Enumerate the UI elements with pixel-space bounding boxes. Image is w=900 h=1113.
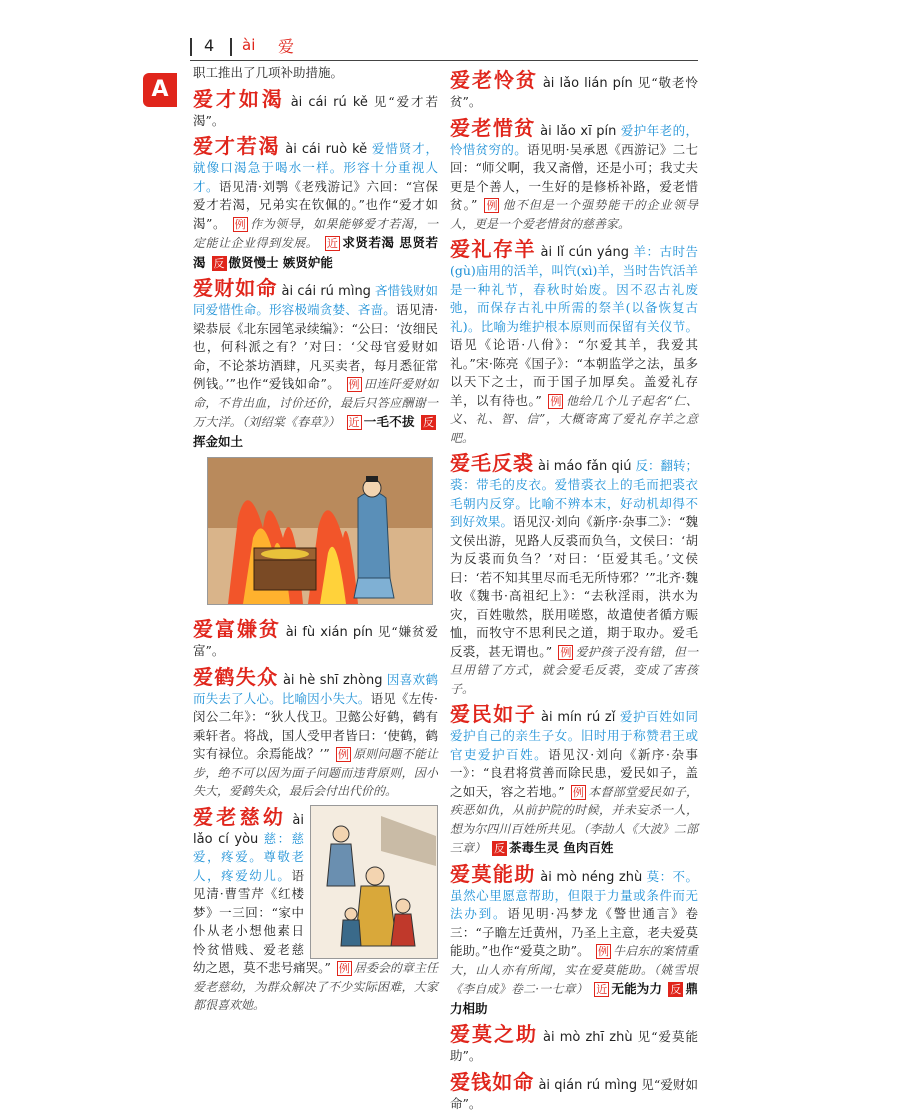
definition: 爱惜贤才，就像口渴急于喝水一样。形容十分重视人才。 [193,141,438,194]
headword: 爱钱如命 [450,1070,534,1094]
antonym-tag: 反 [421,415,436,430]
source: 语见《左传·闵公二年》：“狄人伐卫。卫懿公好鹤，鹤有乘轩者。将战，国人受甲者皆曰：‘使鹤，鹤实有禄位。余焉能战？’” [193,691,438,762]
definition: 爱护年老的，怜惜贫穷的。 [450,123,698,157]
antonyms: 茶毒生灵 鱼肉百姓 [509,840,613,855]
synonyms: 无能为力 [611,981,662,996]
entry-aicairuming [193,272,438,451]
headword: 爱鹤失众 [193,665,279,689]
elders-picture [311,806,437,958]
entry-aicairuke [193,83,438,131]
pinyin: ài hè shī zhòng [283,673,383,688]
entry-aiqianruming [450,1066,698,1113]
pinyin: ài fù xián pín [286,625,373,640]
definition: 因喜欢鹤而失去了人心。比喻因小失大。 [193,672,438,706]
left-column [193,64,438,1015]
example: 他给几个儿子起名“仁、义、礼、智、信”，大概寄寓了爱礼存羊之意吧。 [450,394,698,445]
headword: 爱老惜贫 [450,116,536,140]
pinyin: ài lǎo cí yòu [193,813,304,847]
definition: 爱护百姓如同爱护自己的亲生子女。旧时用于称赞君王或官吏爱护百姓。 [450,709,698,762]
intro-text: 职工推出了几项补助措施。 [193,64,438,83]
entry-ailaolianpin [450,64,698,112]
source: 语见明·冯梦龙《警世通言》卷三：“子瞻左迁黄州，乃圣上主意，老夫爱莫能助。”也作“爱莫之助”。 [450,906,698,958]
source: 语见汉·刘向《新序·杂事一》：“良君将赏善而除民患，爱民如子，盖之如天，容之若地。” [450,747,698,799]
definition: 吝惜钱财如同爱惜性命。形容极端贪婪、吝啬。 [193,283,438,317]
headword: 爱老慈幼 [193,805,286,829]
pinyin: ài lǐ cún yáng [541,245,629,260]
example-tag: 例 [558,645,573,660]
entry-aimozhizhu [450,1018,698,1066]
entry-aimonengzhu [450,858,698,1019]
source: 语见明·吴承恩《西游记》二七回：“师父啊，我又斋僧，还是小可；我丈夫更是个善人，一生好的是修桥补路，爱老惜贫。” [450,142,698,213]
entry-aicairuoke [193,130,438,272]
example: 爱护孩子没有错，但一旦用错了方式，就会爱毛反裘，变成了害孩子。 [450,645,698,696]
example-tag: 例 [548,394,563,409]
headword: 爱毛反裘 [450,451,534,475]
pinyin: ài cái rú kě [291,95,368,110]
entry-aiminruzi [450,698,698,858]
cross-reference: 见“爱财如命”。 [450,1077,698,1111]
headword: 爱礼存羊 [450,237,536,261]
source: 语见《论语·八佾》：“尔爱其羊，我爱其礼。”宋·陈亮《国子》：“本朝监学之法，虽多以天下之士，而于国子加厚矣。盖爱礼存羊，以有待也。” [450,337,698,408]
example: 田连阡爱财如命，不肯出血，讨价还价，最后只答应酬谢一万大洋。（刘绍棠《春草》） [193,377,438,429]
example-tag: 例 [347,377,362,392]
entry-ailaociyou-wrap [193,801,438,1015]
definition: 反：翻转；裘：带毛的皮衣。爱惜裘衣上的毛而把裘衣毛朝内反穿。比喻不辨本末，好动机却得不到好效果。 [450,458,698,529]
headword: 爱富嫌贫 [193,617,281,641]
synonym-tag: 近 [347,415,362,430]
entry-aifuxianpin [193,613,438,661]
header-rule-left [190,38,192,56]
burning-chest-picture [208,458,432,604]
illustration-elders [310,805,438,959]
example-tag: 例 [233,217,248,232]
alphabet-tab[interactable]: A [143,73,177,107]
pinyin: ài cái rú mìng [282,284,371,299]
pinyin: ài máo fǎn qiú [538,459,631,474]
cross-reference: 见“敬老怜贫”。 [450,75,698,109]
entry-aimaofanqiu [450,447,698,698]
example-tag: 例 [571,785,586,800]
source: 语见清·刘鹗《老残游记》六回：“宫保爱才若渴，兄弟实在钦佩的。”也作“爱才如渴”。 [193,179,438,231]
headword: 爱莫能助 [450,862,536,886]
example-tag: 例 [596,944,611,959]
antonym-tag: 反 [492,841,507,856]
definition: 羊：古时告(gù)庙用的活羊，叫饩(xì)羊，当时告饩活羊是一种礼节，春秋时始废。因不忍古礼废弛，而保存古礼中所需的祭羊(以备恢复古礼)。比喻为维护根本原则而保留有关仪节。 [450,244,698,334]
source: 语见汉·刘向《新序·杂事二》：“魏文侯出游，见路人反裘而负刍，文侯曰：‘胡为反裘而负刍？’对曰：‘臣爱其毛。’文侯曰：‘若不知其里尽而毛无所恃邪？’”北齐·魏收《魏书·高祖纪上》：“去秋淫雨，洪水为灾，百姓嗷然，朕用嗟愍，故遣使者循方赈恤，而牧守不思利民之道，期于取办。爱毛反裘，甚无谓也。” [450,514,698,659]
entry-ailicunyang [450,233,698,447]
definition: 慈：慈爱，疼爱。尊敬老人，疼爱幼儿。 [193,831,304,883]
antonym-tag: 反 [668,982,683,997]
example: 牛启东的案情重大，山人亦有所闻，实在爱莫能助。（姚雪垠《李自成》卷二·一七章） [450,944,698,996]
headword: 爱民如子 [450,702,536,726]
page-number: 4 [204,36,214,55]
synonym-tag: 近 [325,236,340,251]
example: 本督部堂爱民如子，疾恶如仇，从前护院的时候，并未妄杀一人，想为尔四川百姓所共见。（李劼人《大波》二部三章） [450,785,698,856]
cross-reference: 见“嫌贫爱富”。 [193,624,438,658]
headword: 爱老怜贫 [450,68,538,92]
example: 作为领导，如果能够爱才若渴，一定能让企业得到发展。 [193,217,438,251]
headword: 爱莫之助 [450,1022,538,1046]
cross-reference: 见“爱才若渴”。 [193,94,438,128]
pinyin: ài cái ruò kě [285,142,367,157]
header-pinyin: ài [242,36,255,54]
header-rule-mid [230,38,232,56]
antonyms: 挥金如土 [193,434,243,449]
example: 原则问题不能让步，绝不可以因为面子问题而违背原则，因小失大，爱鹤失众，最后会付出代价的。 [193,747,438,798]
pinyin: ài mò zhī zhù [543,1030,633,1045]
pinyin: ài qián rú mìng [538,1078,637,1093]
example: 居委会的章主任爱老慈幼，为群众解决了不少实际困难，大家都很喜欢她。 [193,961,438,1012]
example-tag: 例 [337,961,352,976]
example-tag: 例 [484,198,499,213]
example: 他不但是一个强势能干的企业领导人，更是一个爱老惜贫的慈善家。 [450,198,698,231]
example-tag: 例 [336,747,351,762]
synonyms: 求贤若渴 思贤若渴 [193,235,438,270]
right-column [450,64,698,1113]
entry-ailaoxipin [450,112,698,234]
antonym-tag: 反 [212,256,227,271]
pinyin: ài lǎo lián pín [543,76,633,91]
source: 语见清·曹雪芹《红楼梦》一三回：“家中仆从老小想他素日怜贫惜贱、爱老慈幼之恩，莫不悲号痛哭。” [193,868,331,976]
synonym-tag: 近 [594,982,609,997]
definition: 莫：不。虽然心里愿意帮助，但限于力量或条件而无法办到。 [450,869,698,922]
headword: 爱才若渴 [193,134,280,158]
source: 语见清·梁恭辰《北东园笔录续编》：“公曰：‘汝细民也，何科派之有？’对曰：‘父母官爱财如命，不论茶坊酒肆，凡买卖者，每月悉征常例钱。’”也作“爱钱如命”。 [193,302,438,391]
antonyms: 傲贤慢士 嫉贤妒能 [229,255,333,270]
synonyms: 一毛不拔 [364,414,415,429]
pinyin: ài mín rú zǐ [541,710,615,725]
illustration-burning-chest [207,457,433,605]
pinyin: ài lǎo xī pín [540,124,616,139]
antonyms: 鼎力相助 [450,981,698,1016]
headword: 爱财如命 [193,276,277,300]
cross-reference: 见“爱莫能助”。 [450,1029,698,1063]
headword: 爱才如渴 [193,87,285,111]
pinyin: ài mò néng zhù [540,870,642,885]
entry-aiheshizhong [193,661,438,801]
running-header [190,34,698,61]
header-character: 爱 [278,34,294,57]
